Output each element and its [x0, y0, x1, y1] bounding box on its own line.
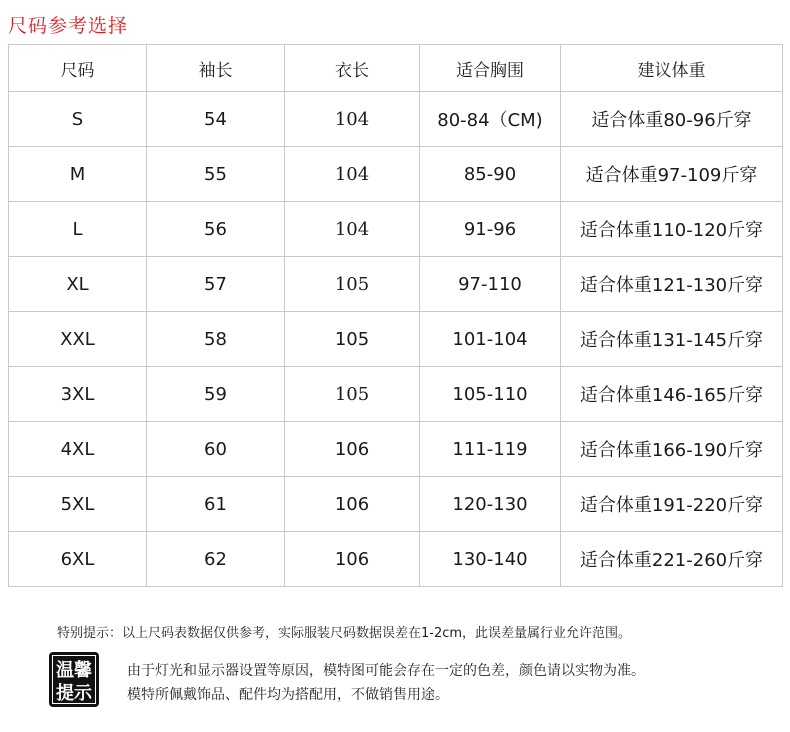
cell-sleeve: 60 [147, 422, 285, 477]
tip-badge [49, 652, 99, 707]
cell-weight: 适合体重97-109斤穿 [561, 147, 783, 202]
header-length: 衣长 [285, 45, 420, 92]
header-sleeve: 袖长 [147, 45, 285, 92]
cell-sleeve: 57 [147, 257, 285, 312]
cell-sleeve: 59 [147, 367, 285, 422]
cell-weight: 适合体重221-260斤穿 [561, 532, 783, 587]
cell-length: 104 [285, 92, 420, 147]
cell-chest: 130-140 [420, 532, 561, 587]
special-note: 特别提示：以上尺码表数据仅供参考，实际服装尺码数据误差在1-2cm，此误差量属行业允许范围。 [57, 626, 632, 641]
cell-size: M [9, 147, 147, 202]
cell-size: L [9, 202, 147, 257]
page-title: 尺码参考选择 [8, 15, 129, 37]
cell-chest: 101-104 [420, 312, 561, 367]
cell-length: 106 [285, 532, 420, 587]
cell-chest: 85-90 [420, 147, 561, 202]
table-header-row [9, 45, 783, 92]
cell-chest: 105-110 [420, 367, 561, 422]
cell-chest: 91-96 [420, 202, 561, 257]
table-row [9, 257, 783, 312]
cell-size: 6XL [9, 532, 147, 587]
header-chest: 适合胸围 [420, 45, 561, 92]
tip-badge-line2: 提示 [56, 683, 92, 704]
cell-weight: 适合体重146-165斤穿 [561, 367, 783, 422]
cell-weight: 适合体重110-120斤穿 [561, 202, 783, 257]
tip-text-line1: 由于灯光和显示器设置等原因，模特图可能会存在一定的色差，颜色请以实物为准。 [127, 663, 645, 679]
cell-chest: 80-84（CM) [420, 92, 561, 147]
cell-weight: 适合体重191-220斤穿 [561, 477, 783, 532]
cell-length: 104 [285, 202, 420, 257]
table-row [9, 532, 783, 587]
cell-weight: 适合体重166-190斤穿 [561, 422, 783, 477]
table-row [9, 422, 783, 477]
cell-length: 106 [285, 477, 420, 532]
cell-size: XL [9, 257, 147, 312]
header-size: 尺码 [9, 45, 147, 92]
table-row [9, 147, 783, 202]
cell-size: 5XL [9, 477, 147, 532]
cell-length: 104 [285, 147, 420, 202]
table-row [9, 477, 783, 532]
cell-sleeve: 54 [147, 92, 285, 147]
size-chart-table [8, 44, 783, 587]
cell-weight: 适合体重80-96斤穿 [561, 92, 783, 147]
header-weight: 建议体重 [561, 45, 783, 92]
cell-size: 4XL [9, 422, 147, 477]
cell-size: 3XL [9, 367, 147, 422]
cell-length: 106 [285, 422, 420, 477]
cell-length: 105 [285, 367, 420, 422]
cell-sleeve: 58 [147, 312, 285, 367]
cell-sleeve: 62 [147, 532, 285, 587]
cell-sleeve: 61 [147, 477, 285, 532]
cell-size: S [9, 92, 147, 147]
cell-length: 105 [285, 312, 420, 367]
cell-chest: 97-110 [420, 257, 561, 312]
cell-sleeve: 55 [147, 147, 285, 202]
cell-sleeve: 56 [147, 202, 285, 257]
tip-text-line2: 模特所佩戴饰品、配件均为搭配用，不做销售用途。 [127, 687, 449, 703]
table-row [9, 312, 783, 367]
cell-length: 105 [285, 257, 420, 312]
cell-chest: 120-130 [420, 477, 561, 532]
cell-chest: 111-119 [420, 422, 561, 477]
cell-weight: 适合体重131-145斤穿 [561, 312, 783, 367]
cell-weight: 适合体重121-130斤穿 [561, 257, 783, 312]
table-row [9, 202, 783, 257]
cell-size: XXL [9, 312, 147, 367]
table-row [9, 367, 783, 422]
tip-badge-line1: 温馨 [56, 660, 92, 681]
table-row [9, 92, 783, 147]
